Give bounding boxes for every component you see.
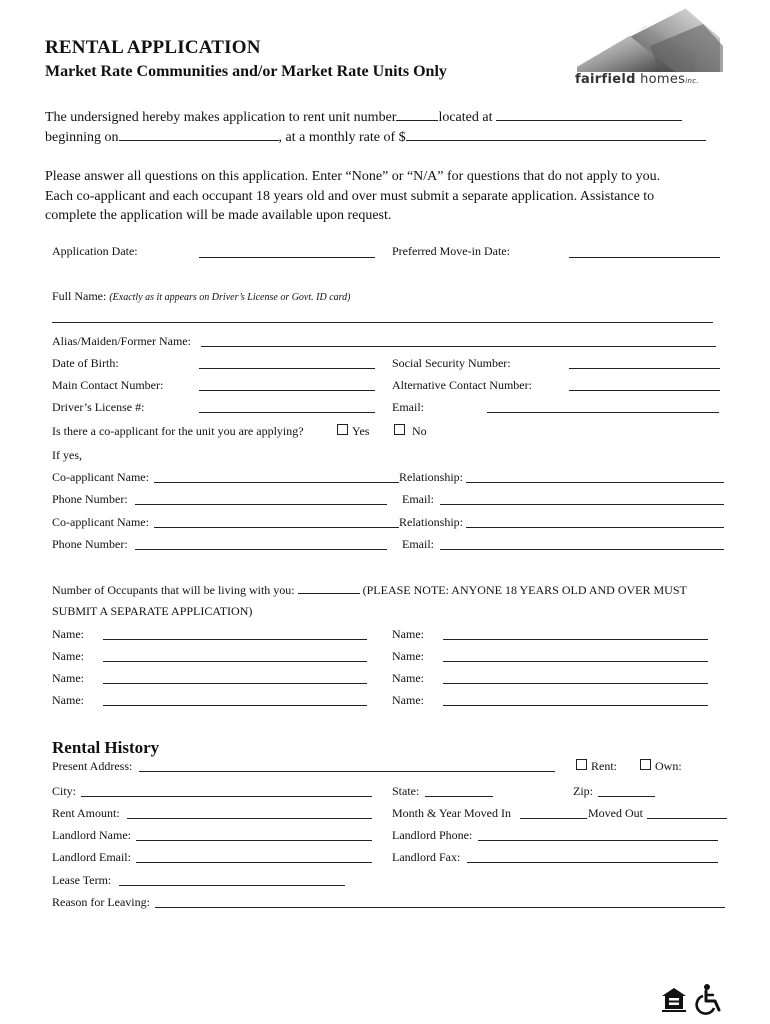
landlord-phone-label: Landlord Phone:	[392, 828, 473, 842]
present-address-label: Present Address:	[52, 759, 133, 773]
page-title: RENTAL APPLICATION	[45, 37, 261, 58]
occupant-name-field[interactable]	[443, 705, 708, 706]
state-label: State:	[392, 784, 420, 798]
landlord-fax-field[interactable]	[467, 862, 718, 863]
occupant-name-field[interactable]	[443, 661, 708, 662]
moved-in-label: Month & Year Moved In	[392, 806, 511, 820]
present-address-field[interactable]	[139, 771, 555, 772]
instructions-line-1: Please answer all questions on this application. Enter “None” or “N/A” for questions that do not apply to you.	[45, 169, 661, 184]
occupant-name-label: Name:	[392, 649, 424, 663]
coapplicant-1-email-field[interactable]	[440, 504, 724, 505]
moved-in-field[interactable]	[520, 818, 587, 819]
wheelchair-accessibility-icon	[695, 983, 725, 1015]
occupant-name-label: Name:	[392, 671, 424, 685]
coapplicant-2-email-label: Email:	[402, 537, 434, 551]
main-contact-field[interactable]	[199, 390, 375, 391]
occupant-name-label: Name:	[52, 627, 84, 641]
coapplicant-2-phone-label: Phone Number:	[52, 537, 128, 551]
coapplicant-1-name-label: Co-applicant Name:	[52, 470, 149, 484]
coapplicant-no-option[interactable]: No	[394, 424, 427, 439]
unit-number-field[interactable]	[396, 109, 438, 121]
coapplicant-2-relationship-field[interactable]	[466, 527, 724, 528]
instructions-line-2: Each co-applicant and each occupant 18 years old and over must submit a separate application. Assistance to	[45, 189, 655, 204]
occupants-line-2: SUBMIT A SEPARATE APPLICATION)	[52, 604, 253, 618]
occupant-name-field[interactable]	[103, 683, 367, 684]
location-field[interactable]	[496, 109, 682, 121]
occupant-name-field[interactable]	[103, 639, 367, 640]
coapplicant-2-phone-field[interactable]	[135, 549, 387, 550]
occupant-name-label: Name:	[392, 693, 424, 707]
occupant-name-field[interactable]	[103, 661, 367, 662]
instructions-line-3: complete the application will be made available upon request.	[45, 208, 392, 223]
drivers-license-field[interactable]	[199, 412, 375, 413]
occupant-name-field[interactable]	[443, 639, 708, 640]
houses-logo-icon	[575, 6, 725, 74]
coapplicant-2-relationship-label: Relationship:	[399, 515, 463, 529]
equal-housing-opportunity-icon	[660, 985, 688, 1013]
reason-leaving-field[interactable]	[155, 907, 725, 908]
coapplicant-1-email-label: Email:	[402, 492, 434, 506]
coapplicant-2-name-field[interactable]	[154, 527, 399, 528]
occupant-name-label: Name:	[52, 693, 84, 707]
alt-contact-field[interactable]	[569, 390, 720, 391]
coapplicant-2-name-label: Co-applicant Name:	[52, 515, 149, 529]
state-field[interactable]	[425, 796, 493, 797]
email-field[interactable]	[487, 412, 719, 413]
dob-field[interactable]	[199, 368, 375, 369]
beginning-date-field[interactable]	[119, 129, 279, 141]
lease-term-label: Lease Term:	[52, 873, 112, 887]
reason-leaving-label: Reason for Leaving:	[52, 895, 150, 909]
landlord-email-label: Landlord Email:	[52, 850, 131, 864]
own-option[interactable]: Own:	[640, 759, 682, 774]
ssn-label: Social Security Number:	[392, 356, 511, 370]
move-in-date-label: Preferred Move-in Date:	[392, 244, 510, 258]
rent-option[interactable]: Rent:	[576, 759, 617, 774]
lease-term-field[interactable]	[119, 885, 345, 886]
rent-amount-label: Rent Amount:	[52, 806, 120, 820]
zip-label: Zip:	[573, 784, 593, 798]
landlord-name-field[interactable]	[136, 840, 372, 841]
monthly-rate-field[interactable]	[406, 129, 706, 141]
occupant-count-field[interactable]	[298, 582, 360, 594]
own-checkbox[interactable]	[640, 759, 651, 770]
no-checkbox[interactable]	[394, 424, 405, 435]
coapplicant-1-phone-field[interactable]	[135, 504, 387, 505]
landlord-email-field[interactable]	[136, 862, 372, 863]
move-in-date-field[interactable]	[569, 257, 720, 258]
occupant-name-field[interactable]	[443, 683, 708, 684]
if-yes-label: If yes,	[52, 448, 82, 462]
application-date-field[interactable]	[199, 257, 375, 258]
occupant-name-label: Name:	[392, 627, 424, 641]
rent-amount-field[interactable]	[127, 818, 372, 819]
alt-contact-label: Alternative Contact Number:	[392, 378, 532, 392]
ssn-field[interactable]	[569, 368, 720, 369]
coapplicant-1-phone-label: Phone Number:	[52, 492, 128, 506]
city-field[interactable]	[81, 796, 372, 797]
coapplicant-1-name-field[interactable]	[154, 482, 399, 483]
logo-wordmark: fairfield homesinc.	[575, 72, 699, 87]
intro-line-1: The undersigned hereby makes application to rent unit number located at	[45, 108, 682, 127]
yes-checkbox[interactable]	[337, 424, 348, 435]
drivers-license-label: Driver’s License #:	[52, 400, 145, 414]
email-label: Email:	[392, 400, 424, 414]
intro-line-2: beginning on , at a monthly rate of $	[45, 128, 706, 147]
occupant-name-label: Name:	[52, 671, 84, 685]
landlord-name-label: Landlord Name:	[52, 828, 131, 842]
alias-label: Alias/Maiden/Former Name:	[52, 334, 191, 348]
full-name-label: Full Name: (Exactly as it appears on Driver’s License or Govt. ID card)	[52, 289, 351, 303]
coapplicant-question: Is there a co-applicant for the unit you are applying?	[52, 424, 304, 438]
alias-field[interactable]	[201, 346, 716, 347]
full-name-field[interactable]	[52, 322, 713, 323]
moved-out-field[interactable]	[647, 818, 727, 819]
application-date-label: Application Date:	[52, 244, 138, 258]
rental-history-heading: Rental History	[52, 738, 160, 757]
landlord-phone-field[interactable]	[478, 840, 718, 841]
coapplicant-2-email-field[interactable]	[440, 549, 724, 550]
moved-out-label: Moved Out	[588, 806, 643, 820]
page-subtitle: Market Rate Communities and/or Market Rate Units Only	[45, 63, 447, 80]
occupant-name-label: Name:	[52, 649, 84, 663]
coapplicant-1-relationship-field[interactable]	[466, 482, 724, 483]
rent-checkbox[interactable]	[576, 759, 587, 770]
coapplicant-1-relationship-label: Relationship:	[399, 470, 463, 484]
landlord-fax-label: Landlord Fax:	[392, 850, 461, 864]
occupants-line-1: Number of Occupants that will be living with you: (PLEASE NOTE: ANYONE 18 YEARS OLD AND OVER MUST	[52, 583, 687, 597]
fairfield-homes-logo	[575, 6, 725, 90]
zip-field[interactable]	[598, 796, 655, 797]
occupant-name-field[interactable]	[103, 705, 367, 706]
main-contact-label: Main Contact Number:	[52, 378, 164, 392]
city-label: City:	[52, 784, 77, 798]
coapplicant-yes-option[interactable]: Yes	[337, 424, 369, 439]
dob-label: Date of Birth:	[52, 356, 119, 370]
